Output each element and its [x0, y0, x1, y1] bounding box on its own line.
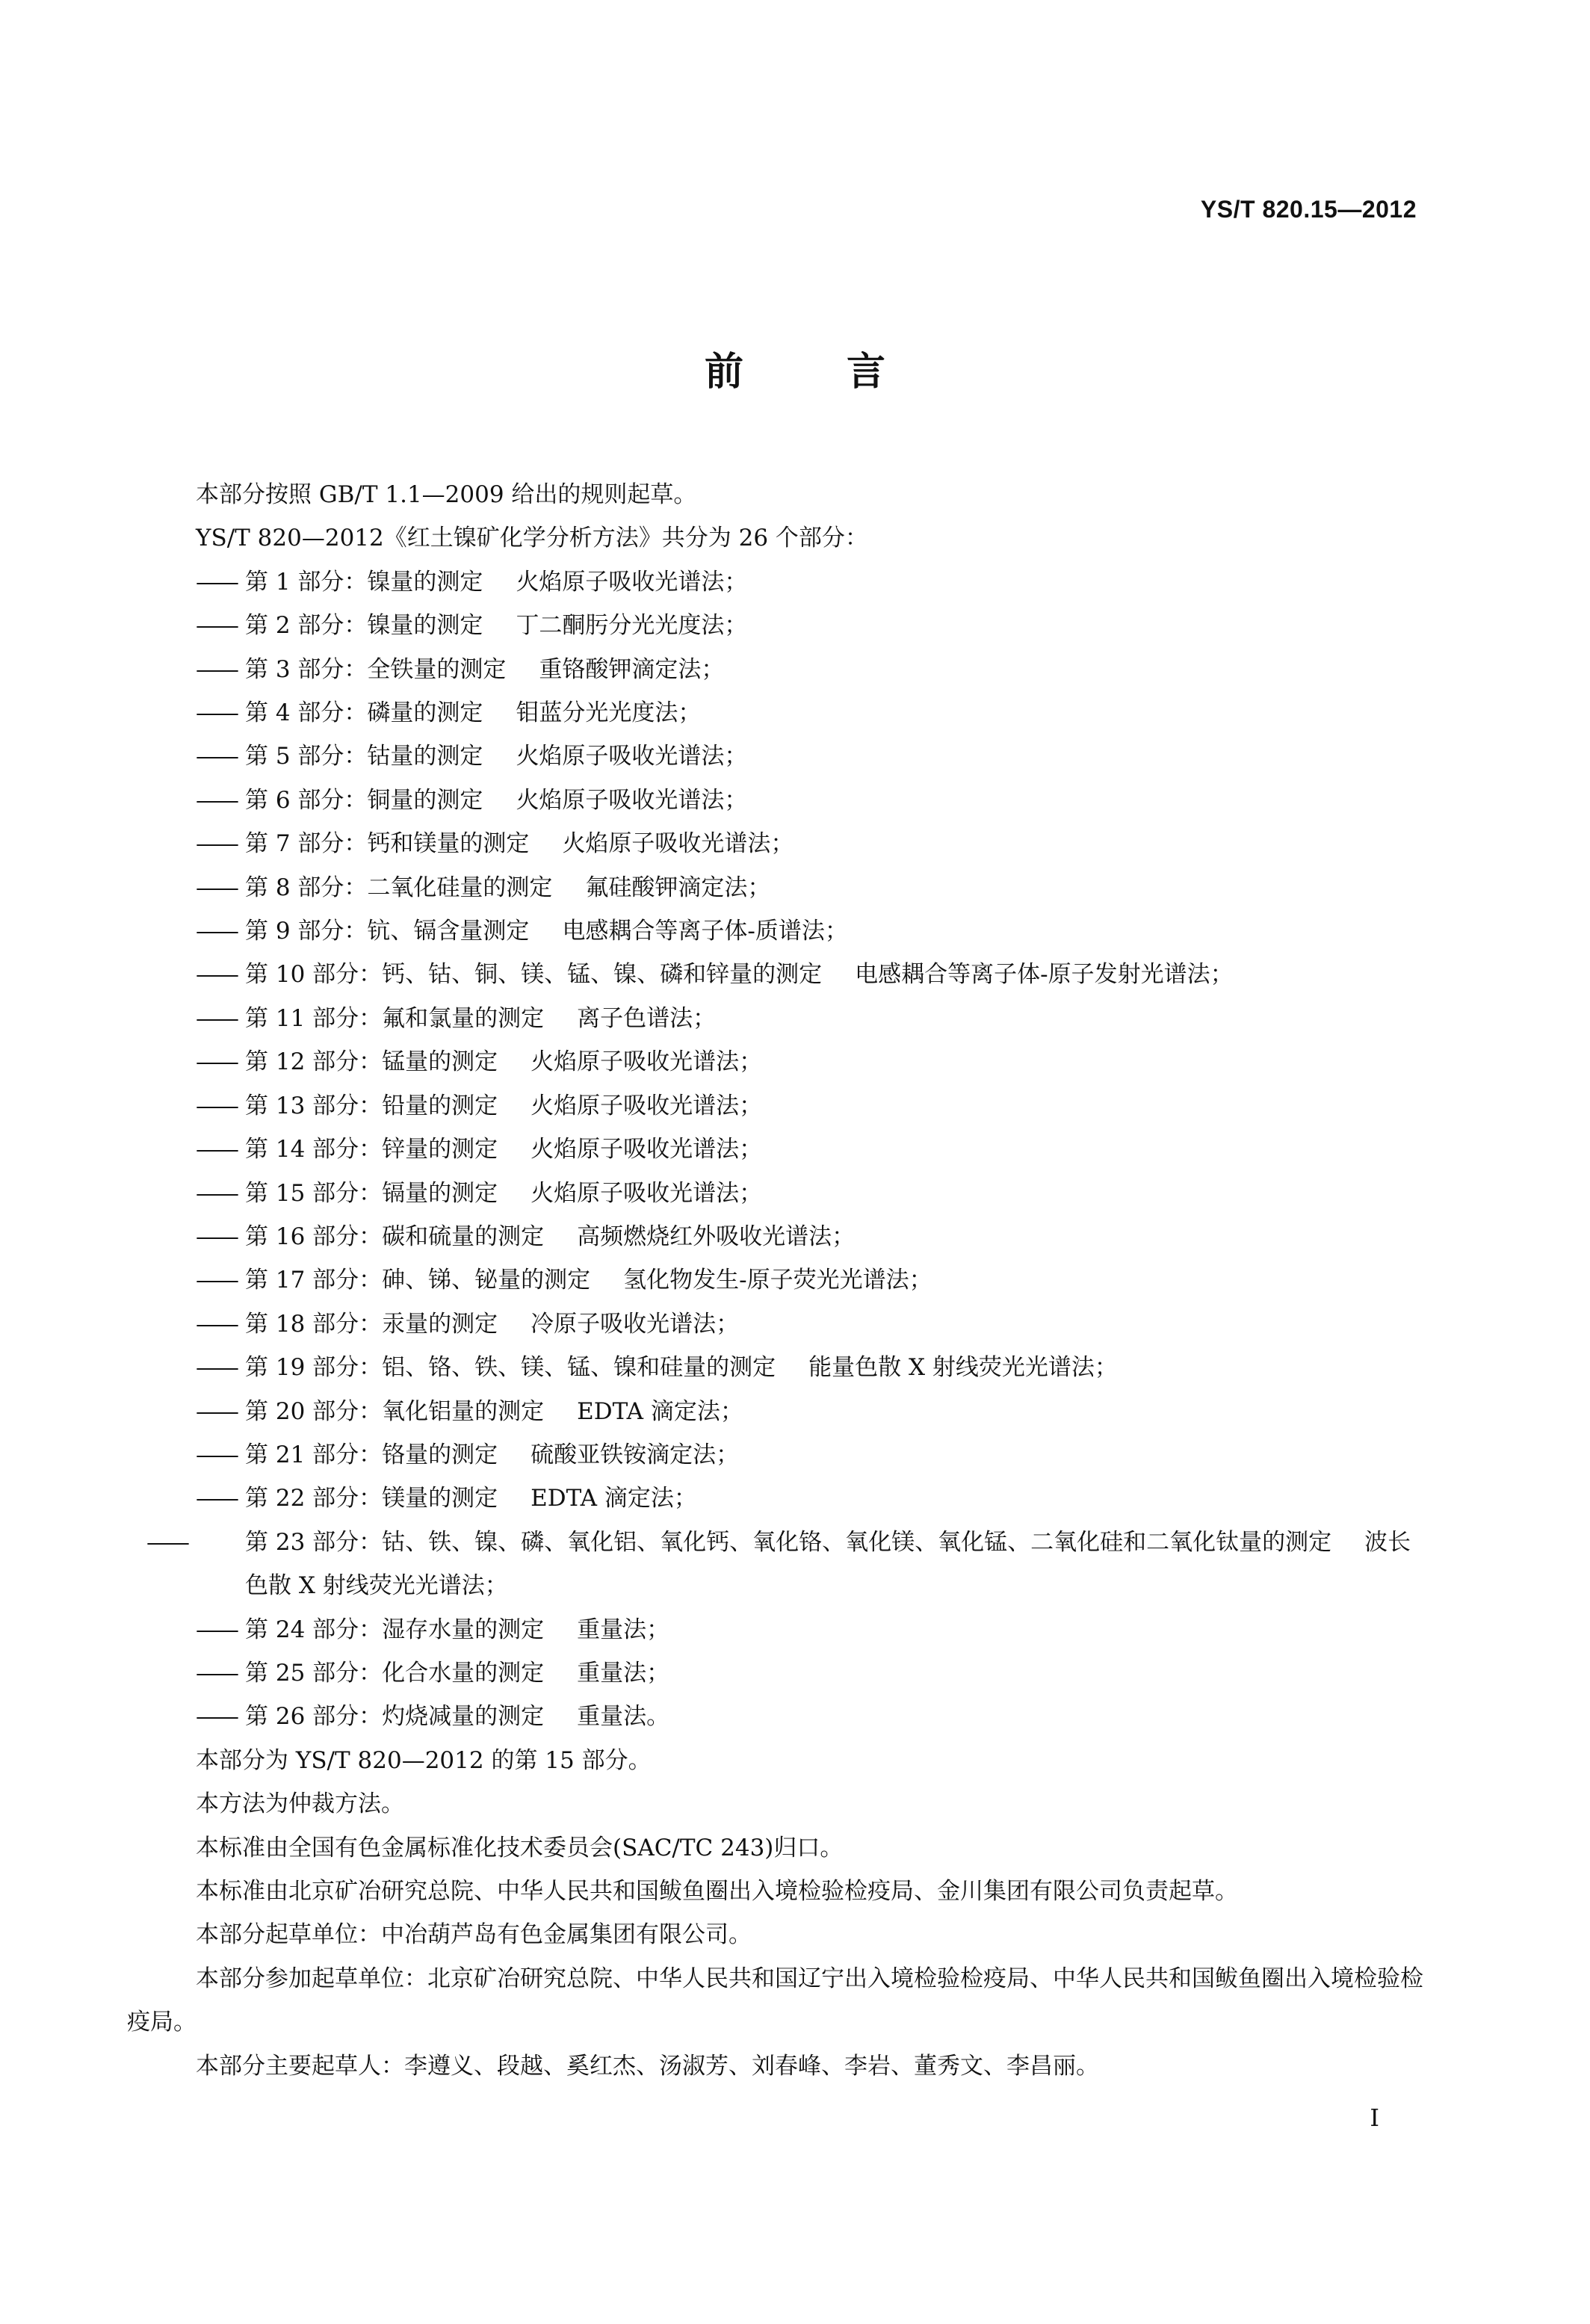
list-dash: ——: [196, 874, 236, 901]
closing-paragraph: 本标准由全国有色金属标准化技术委员会(SAC/TC 243)归口。: [196, 1834, 844, 1861]
standard-code: YS/T 820.15—2012: [1200, 196, 1417, 223]
part-method: 火焰原子吸收光谱法；: [530, 1092, 763, 1119]
part-label: 第 9 部分：钪、镉含量测定: [245, 918, 530, 945]
part-label: 第 17 部分：砷、锑、铋量的测定: [245, 1267, 591, 1294]
part-method: 火焰原子吸收光谱法；: [516, 568, 748, 596]
part-method: 重量法。: [577, 1703, 670, 1731]
part-method: 重量法；: [577, 1616, 670, 1643]
list-item: [127, 909, 1427, 953]
list-item: [127, 1608, 1427, 1651]
part-method: 氢化物发生-原子荧光光谱法；: [623, 1267, 932, 1294]
part-label: 第 19 部分：铝、铬、铁、镁、锰、镍和硅量的测定: [245, 1354, 776, 1382]
part-method: 火焰原子吸收光谱法；: [516, 786, 748, 814]
closing-paragraph: 本标准由北京矿冶研究总院、中华人民共和国鲅鱼圈出入境检验检疫局、金川集团有限公司负责起草。: [196, 1878, 1238, 1905]
part-method: 硫酸亚铁铵滴定法；: [530, 1441, 740, 1468]
list-dash: ——: [196, 1223, 236, 1250]
part-method: EDTA 滴定法；: [577, 1397, 743, 1425]
closing-paragraph: 本部分起草单位：中冶葫芦岛有色金属集团有限公司。: [196, 1921, 752, 1949]
part-label: 第 22 部分：镁量的测定: [245, 1485, 498, 1512]
part-label: 第 20 部分：氧化铝量的测定: [245, 1397, 545, 1425]
list-item: [127, 1695, 1427, 1738]
page-number: I: [1370, 2104, 1379, 2132]
intro-paragraph: 本部分按照 GB/T 1.1—2009 给出的规则起草。: [196, 481, 697, 508]
closing-paragraph: 本部分为 YS/T 820—2012 的第 15 部分。: [196, 1746, 652, 1774]
list-item: [127, 1215, 1427, 1258]
list-dash: ——: [196, 612, 236, 640]
part-label: 第 11 部分：氟和氯量的测定: [245, 1004, 545, 1032]
part-label: 第 14 部分：锌量的测定: [245, 1136, 498, 1163]
intro-paragraph: YS/T 820—2012《红土镍矿化学分析方法》共分为 26 个部分：: [196, 525, 868, 552]
part-label: 第 10 部分：钙、钴、铜、镁、锰、镍、磷和锌量的测定: [245, 961, 823, 989]
list-dash: ——: [196, 830, 236, 858]
list-dash: ——: [196, 1092, 236, 1119]
part-method: 电感耦合等离子体-质谱法；: [562, 918, 848, 945]
part-label: 第 6 部分：铜量的测定: [245, 786, 483, 814]
part-method: 重量法；: [577, 1659, 670, 1687]
list-item: [127, 1258, 1427, 1302]
part-label: 第 21 部分：铬量的测定: [245, 1441, 498, 1468]
part-method: 能量色散 X 射线荧光光谱法；: [808, 1354, 1118, 1382]
part-method: 离子色谱法；: [577, 1004, 717, 1032]
list-dash: ——: [196, 699, 236, 727]
part-label: 第 8 部分：二氧化硅量的测定: [245, 874, 553, 901]
part-method: EDTA 滴定法；: [530, 1485, 697, 1512]
list-dash: ——: [196, 961, 236, 989]
list-item: [127, 1390, 1427, 1433]
part-label: 第 15 部分：镉量的测定: [245, 1179, 498, 1207]
part-method: 火焰原子吸收光谱法；: [516, 743, 748, 770]
part-label: 第 13 部分：铅量的测定: [245, 1092, 498, 1119]
list-dash: ——: [196, 1267, 236, 1294]
part-method: 钼蓝分光光度法；: [516, 699, 702, 727]
list-item: [127, 1172, 1427, 1215]
list-dash: ——: [196, 568, 236, 596]
part-label: 第 18 部分：汞量的测定: [245, 1310, 498, 1338]
part-label: 第 2 部分：镍量的测定: [245, 612, 483, 640]
part-method: 火焰原子吸收光谱法；: [530, 1136, 763, 1163]
list-item: [127, 1651, 1427, 1695]
part-method: 氟硅酸钾滴定法；: [585, 874, 771, 901]
part-method: 火焰原子吸收光谱法；: [562, 830, 794, 858]
part-method: 重铬酸钾滴定法；: [539, 655, 725, 683]
list-dash: ——: [196, 1616, 236, 1643]
list-dash: ——: [196, 1659, 236, 1687]
list-item: [127, 604, 1427, 647]
part-label: 第 16 部分：碳和硫量的测定: [245, 1223, 545, 1250]
part-label: 第 23 部分：钴、铁、镍、磷、氧化铝、氧化钙、氧化铬、氧化镁、氧化锰、二氧化硅和二氧化钛量的测定: [245, 1528, 1332, 1556]
foreword-body: [127, 473, 1427, 2088]
list-dash: ——: [196, 1703, 236, 1731]
list-dash: ——: [196, 1485, 236, 1512]
list-item: [127, 648, 1427, 691]
list-item: [127, 822, 1427, 865]
list-item: [127, 1521, 1427, 1608]
list-item: [127, 1128, 1427, 1171]
list-item: [127, 866, 1427, 909]
list-item: [127, 1302, 1427, 1346]
list-item: [127, 735, 1427, 778]
list-item: [127, 1433, 1427, 1477]
part-method: 火焰原子吸收光谱法；: [530, 1179, 763, 1207]
list-item: [127, 560, 1427, 604]
list-dash: ——: [196, 1441, 236, 1468]
list-item: [127, 1346, 1427, 1389]
list-dash: ——: [196, 1048, 236, 1076]
part-method: 波长色散 X 射线荧光光谱法；: [245, 1528, 1411, 1600]
part-label: 第 1 部分：镍量的测定: [245, 568, 483, 596]
list-dash: ——: [196, 1310, 236, 1338]
closing-paragraph: 本方法为仲裁方法。: [196, 1790, 404, 1818]
part-label: 第 4 部分：磷量的测定: [245, 699, 483, 727]
list-dash: ——: [196, 918, 236, 945]
part-label: 第 24 部分：湿存水量的测定: [245, 1616, 545, 1643]
part-method: 高频燃烧红外吸收光谱法；: [577, 1223, 856, 1250]
part-method: 火焰原子吸收光谱法；: [530, 1048, 763, 1076]
list-dash: ——: [146, 1528, 187, 1556]
list-item: [127, 997, 1427, 1040]
part-label: 第 25 部分：化合水量的测定: [245, 1659, 545, 1687]
list-dash: ——: [196, 655, 236, 683]
parts-list: [127, 560, 1427, 1739]
list-dash: ——: [196, 743, 236, 770]
closing-paragraph: 本部分主要起草人：李遵义、段越、奚红杰、汤淑芳、刘春峰、李岩、董秀文、李昌丽。: [196, 2052, 1099, 2080]
part-label: 第 12 部分：锰量的测定: [245, 1048, 498, 1076]
list-dash: ——: [196, 1354, 236, 1382]
part-label: 第 26 部分：灼烧减量的测定: [245, 1703, 545, 1731]
list-item: [127, 1040, 1427, 1084]
part-label: 第 7 部分：钙和镁量的测定: [245, 830, 530, 858]
part-label: 第 3 部分：全铁量的测定: [245, 655, 507, 683]
part-method: 电感耦合等离子体-原子发射光谱法；: [855, 961, 1234, 989]
list-dash: ——: [196, 1397, 236, 1425]
list-dash: ——: [196, 1136, 236, 1163]
list-dash: ——: [196, 1179, 236, 1207]
list-dash: ——: [196, 786, 236, 814]
list-item: [127, 953, 1427, 996]
page-title: 前 言: [704, 350, 931, 395]
part-label: 第 5 部分：钴量的测定: [245, 743, 483, 770]
list-item: [127, 1477, 1427, 1520]
list-item: [127, 1084, 1427, 1128]
part-method: 冷原子吸收光谱法；: [530, 1310, 740, 1338]
list-item: [127, 691, 1427, 735]
list-item: [127, 779, 1427, 822]
list-dash: ——: [196, 1004, 236, 1032]
closing-paragraph: 本部分参加起草单位：北京矿冶研究总院、中华人民共和国辽宁出入境检验检疫局、中华人民共和国鲅鱼圈出入境检验检疫局。: [127, 1965, 1423, 2036]
part-method: 丁二酮肟分光光度法；: [516, 612, 748, 640]
